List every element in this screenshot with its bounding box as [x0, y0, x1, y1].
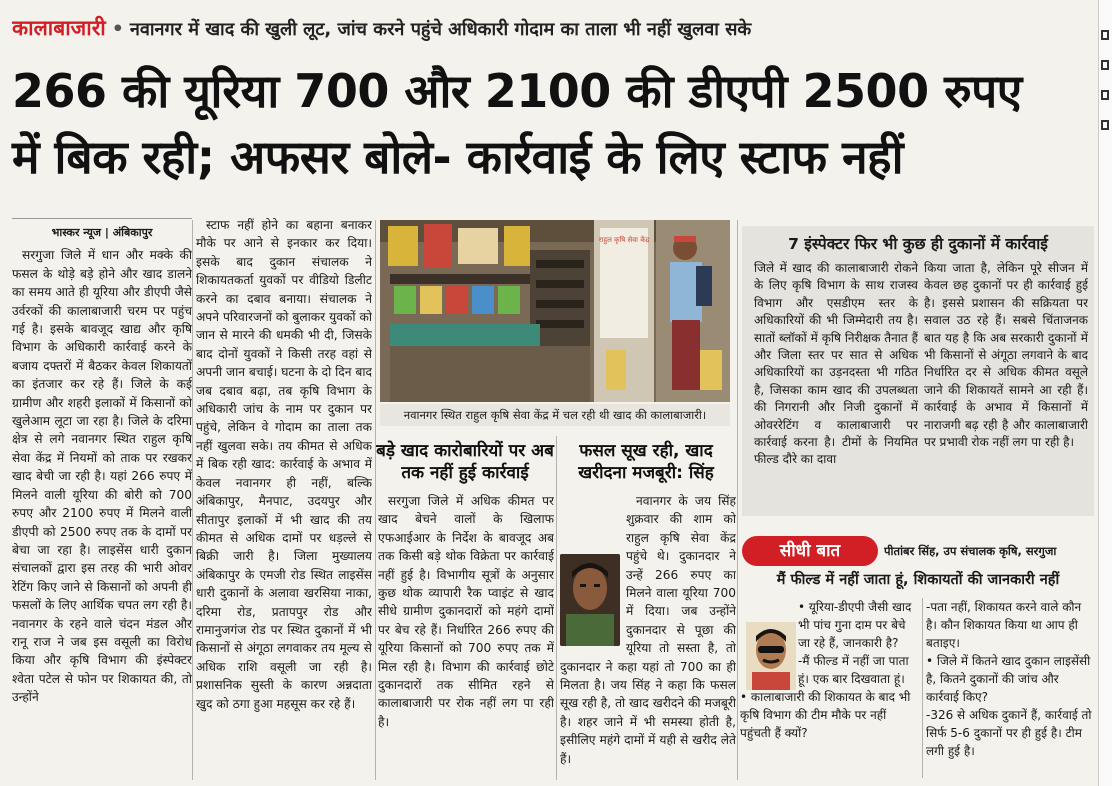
- section-2-text: नवानगर के जय सिंह शुक्रवार की शाम को राहुल कृषि सेवा केंद्र पहुंचे थे। दुकानदार ने उन्हें 266 रुपए का मिलने वाला यूरिया 700 में दिया। जब उन्होंने दुकानदार से पूछा की यूरिया तो सस्ता है, तो दुकानदार ने कहा यहां तो 700 का ही मिलता है। जय सिंह ने कहा कि फसल सूख रही है, तो खाद खरीदने की मजबूरी है। शहर जाने में भी समस्या होती है, इसीलिए महंगे दामों में यही से खरीद लेते हैं।: [560, 494, 736, 766]
- edge-mark: [1101, 30, 1109, 40]
- interview-answer: -पता नहीं, शिकायत करने वाले कौन है। कौन शिकायत किया था आप ही बताइए।: [926, 600, 1082, 650]
- page-edge: [1098, 0, 1112, 786]
- column-divider: [737, 220, 738, 780]
- kicker-tag: कालाबाजारी: [12, 16, 106, 40]
- farmer-portrait: [560, 554, 620, 646]
- column-divider: [375, 220, 376, 780]
- interview-question: • जिले में कितने खाद दुकान लाइसेंसी है, कितने दुकानों की जांच और कार्रवाई किए?: [926, 654, 1091, 704]
- section-2-heading: फसल सूख रही, खाद खरीदना मजबूरी: सिंह: [578, 441, 714, 483]
- section-1-heading: बड़े खाद कारोबारियों पर अब तक नहीं हुई कार्रवाई: [376, 441, 554, 483]
- inspector-box-col-1: जिले में खाद की कालाबाजारी रोकने के लिए कृषि विभाग के साथ राजस्व विभाग और एसडीएम स्तर के अधिकारियों की भी जिम्मेदारी तय है। सातों ब्लॉकों में कृषि निरीक्षक तैनात हैं और जिला स्तर पर सात से अधिक अधिकारियों का उड़नदस्ता भी गठित है, जिसका काम खाद की उपलब्धता की निगरानी और निजी दुकानों में ओवररेटिंग व कालाबाजारी पर कार्रवाई करना है। टीमों के नियमित फील्ड दौरे का दावा: [754, 261, 918, 467]
- edge-mark: [1101, 90, 1109, 100]
- byline: भास्कर न्यूज | अंबिकापुर: [51, 226, 153, 239]
- inspector-box-heading: 7 इंस्पेक्टर फिर भी कुछ ही दुकानों में कार्रवाई: [788, 235, 1048, 253]
- inspector-box-col-2: किया जाता है, लेकिन पूरे सीजन में केवल छह दुकानों पर ही कार्रवाई हुई है। इससे प्रशासन की सक्रियता पर सवाल उठ रहे हैं। सबसे चिंताजनक बात यह है कि अब सरकारी दुकानों में भी किसानों से अंगूठा लगवाने के बाद निर्धारित दर से अधिक कीमत वसूले जाने की शिकायतें सामने आ रही हैं। कार्रवाई के अभाव में किसानों में नाराजगी बढ़ रही है और कालाबाजारी पर प्रभावी रोक नहीं लग पा रही है।: [924, 261, 1088, 450]
- article-column-2: [196, 216, 372, 786]
- shop-photo-image: [380, 220, 730, 402]
- interview-column-2: [926, 598, 1094, 760]
- headline-line-1: 266 की यूरिया 700 और 2100 की डीएपी 2500 रुपए: [12, 64, 1022, 118]
- column-divider: [922, 598, 923, 778]
- photo-caption: नवानगर स्थित राहुल कृषि सेवा केंद्र में चल रही थी खाद की कालाबाजारी।: [380, 404, 730, 426]
- interview-tag: सीधी बात: [742, 536, 878, 566]
- column-divider: [192, 220, 193, 780]
- divider: [12, 218, 192, 219]
- edge-mark: [1101, 120, 1109, 130]
- section-2-column: [560, 492, 736, 786]
- interview-answer: -326 से अधिक दुकानें हैं, कार्रवाई तो सिर्फ 5-6 दुकानों पर ही हुई है। टीम लगी हुई है।: [926, 708, 1092, 758]
- interview-answer: -मैं फील्ड में नहीं जा पाता हूं। एक बार दिखवाता हूं।: [798, 654, 909, 686]
- article-text: सरगुजा जिले में धान और मक्के की फसल के थोड़े बड़े होने और खाद डालने का समय आते ही यूरिया और डीएपी जैसे उर्वरकों की कालाबाजारी चरम पर पहुंच गई है। इसके बावजूद खाद्य और कृषि विभाग के अधिकारी कार्रवाई करने के बजाय दफ्तरों में बैठकर केवल शिकायतों का इंतजार कर रहे हैं। जिले के कई ग्रामीण और शहरी इलाकों में किसानों को खुलेआम लूटा जा रहा है। जिले के दरिमा क्षेत्र से लगे नवानगर स्थित राहुल कृषि सेवा केंद्र में नियमों को ताक पर रखकर खाद बेची जा रही है। यहां 266 रुपए में मिलने वाली यूरिया की बोरी को 700 रुपए और 2100 रुपए में मिलने वाली डीएपी को 2500 रुपए तक के दामों पर बेचा जा रहा है। लाइसेंस धारी दुकान संचालकों द्वारा इस तरह की भारी ओवर रेटिंग किए जाने से किसानों को अपनी ही फसलों के लिए आर्थिक चपत लग रही है। नवानगर के रहने वाले चंदन मंडल और रानू राज ने जब इस वसूली का विरोध किया और कृषि विभाग की इंस्पेक्टर श्वेता पटेल से फोन पर शिकायत की, तो उन्होंने: [12, 248, 192, 705]
- article-column-1: [12, 224, 192, 784]
- column-divider: [556, 436, 557, 780]
- kicker-text: नवानगर में खाद की खुली लूट, जांच करने पहुंचे अधिकारी गोदाम का ताला भी नहीं खुलवा सके: [129, 19, 752, 40]
- farmer-portrait-image: [560, 554, 620, 646]
- kicker-line: [12, 8, 1092, 48]
- headline: [12, 58, 1100, 190]
- interview-question: • कालाबाजारी की शिकायत के बाद भी कृषि विभाग की टीम मौके पर नहीं पहुंचती हैं क्यों?: [740, 690, 911, 740]
- section-1-text: सरगुजा जिले में अधिक कीमत पर खाद बेचने वालों के खिलाफ एफआईआर के निर्देश के बावजूद अब तक किसी बड़े थोक विक्रेता पर कार्रवाई नहीं हुई है। विभागीय सूत्रों के अनुसार कुछ थोक व्यापारी रैक प्वाइंट से खाद सीधे ग्रामीण दुकानदारों को महंगे दामों पर बेच रहे हैं। निर्धारित 266 रुपए की यूरिया किसानों को 700 रुपए तक में मिल रही है। विभाग की कार्रवाई छोटे दुकानदारों तक सीमित रहने से कालाबाजारी पर रोक नहीं लग पा रही है।: [378, 494, 554, 729]
- kicker-bullet: •: [111, 18, 124, 40]
- section-1-column: [378, 492, 554, 786]
- article-text: स्टाफ नहीं होने का बहाना बनाकर मौके पर आने से इनकार कर दिया। इसके बाद दुकान संचालक ने शिकायतकर्ता युवकों पर वीडियो डिलीट करने का दबाव बनाया। संचालक ने अपने परिवारजनों को बुलाकर युवकों को जान से मारने की धमकी भी दी, जिसके बाद दोनों युवकों ने किसी तरह वहां से अपनी जान बचाई। घटना के दो दिन बाद जब दबाव बढ़ा, तब कृषि विभाग के अधिकारी जांच के नाम पर दुकान पर पहुंचे, लेकिन वे गोदाम का ताला तक नहीं खुलवा सके। तय कीमत से अधिक में बिक रही खाद: कार्रवाई के अभाव में केवल नवानगर ही नहीं, बल्कि अंबिकापुर, मैनपाट, उदयपुर और सीतापुर इलाकों में भी खाद की तय कीमत से अधिक दामों पर धड़ल्ले से बिक्री जारी है। जिला मुख्यालय अंबिकापुर के एमजी रोड स्थित लाइसेंस धारी दुकानों के अलावा खरसिया नाका, दरिमा रोड, प्रतापपुर रोड और रामानुजगंज रोड पर स्थित दुकानों में भी किसानों से अंगूठा लगवाकर तय मूल्य से अधिक राशि वसूली जा रही है। प्रशासनिक सुस्ती के कारण अन्नदाता खुद को ठगा हुआ महसूस कर रहे हैं।: [196, 218, 372, 711]
- edge-mark: [1101, 60, 1109, 70]
- headline-line-2: में बिक रही; अफसर बोले- कार्रवाई के लिए स्टाफ नहीं: [12, 130, 904, 184]
- shop-sign-text: राहुल कृषि सेवा केंद्र: [598, 236, 650, 244]
- interview-heading: मैं फील्ड में नहीं जाता हूं, शिकायतों की जानकारी नहीं: [776, 572, 1060, 588]
- interview-question: • यूरिया-डीएपी जैसी खाद भी पांच गुना दाम पर बेचे जा रहे हैं, जानकारी है?: [798, 600, 912, 650]
- interviewee-name: पीतांबर सिंह, उप संचालक कृषि, सरगुजा: [884, 544, 1057, 558]
- interview-column-1: [740, 598, 916, 742]
- inspector-box: [742, 226, 1094, 516]
- shop-photo: [380, 220, 730, 402]
